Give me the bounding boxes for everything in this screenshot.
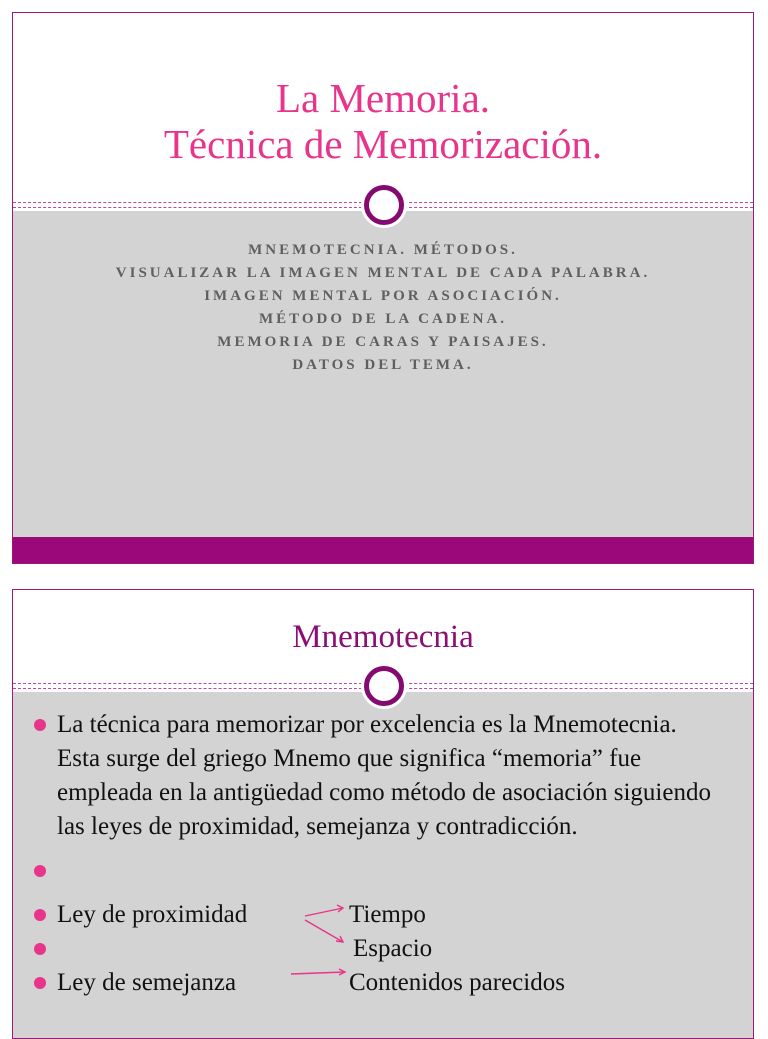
paragraph-text: La técnica para memorizar por excelencia es la Mnemotecnia. Esta surge del griego Mnemo que significa “memoria” fue empleada en la antigüedad como método de asociación siguiendo las leyes de proximidad, semejanza y contradicción. [57, 711, 711, 840]
bullet-icon [34, 909, 46, 921]
title-line-1: La Memoria. [275, 75, 491, 121]
bullet-icon [34, 943, 46, 955]
subtitle-list [73, 239, 693, 377]
subtitle-line: DATOS DEL TEMA. [292, 357, 474, 373]
slide-1-title-area [13, 13, 753, 205]
law-1-item-1: Tiempo [349, 901, 426, 928]
ring-icon [364, 666, 404, 706]
title-line-2: Técnica de Memorización. [163, 121, 603, 167]
arrow-icon [289, 962, 349, 982]
law-2-label: Ley de semejanza [57, 969, 237, 996]
slide-2 [12, 589, 754, 1039]
subtitle-line: MNEMOTECNIA. MÉTODOS. [248, 242, 518, 258]
law-1-item-2: Espacio [353, 935, 433, 962]
subtitle-line: IMAGEN MENTAL POR ASOCIACIÓN. [204, 288, 562, 304]
ring-icon [364, 185, 404, 225]
subtitle-line: VISUALIZAR LA IMAGEN MENTAL DE CADA PALABRA. [115, 265, 651, 281]
bullet-icon [34, 865, 46, 877]
list-item-law-2 [57, 966, 723, 1000]
slide-1 [12, 12, 754, 564]
slide-2-content-area [13, 692, 753, 1038]
bullet-icon [34, 977, 46, 989]
footer-accent-bar [13, 537, 753, 564]
list-item [57, 708, 723, 844]
list-item-law-1-second [57, 932, 723, 966]
law-1-label: Ley de proximidad [57, 901, 248, 928]
list-item-empty [57, 854, 723, 888]
slide-1-subtitle-area [13, 211, 753, 537]
slide-2-title: Mnemotecnia [292, 619, 474, 655]
bullet-icon [34, 719, 46, 731]
subtitle-line: MÉTODO DE LA CADENA. [258, 311, 508, 327]
list-item-law-1 [57, 898, 723, 932]
slide-1-title [13, 75, 753, 167]
bullet-list [57, 708, 723, 1000]
law-2-item-1: Contenidos parecidos [349, 969, 565, 996]
subtitle-line: MEMORIA DE CARAS Y PAISAJES. [217, 334, 549, 350]
